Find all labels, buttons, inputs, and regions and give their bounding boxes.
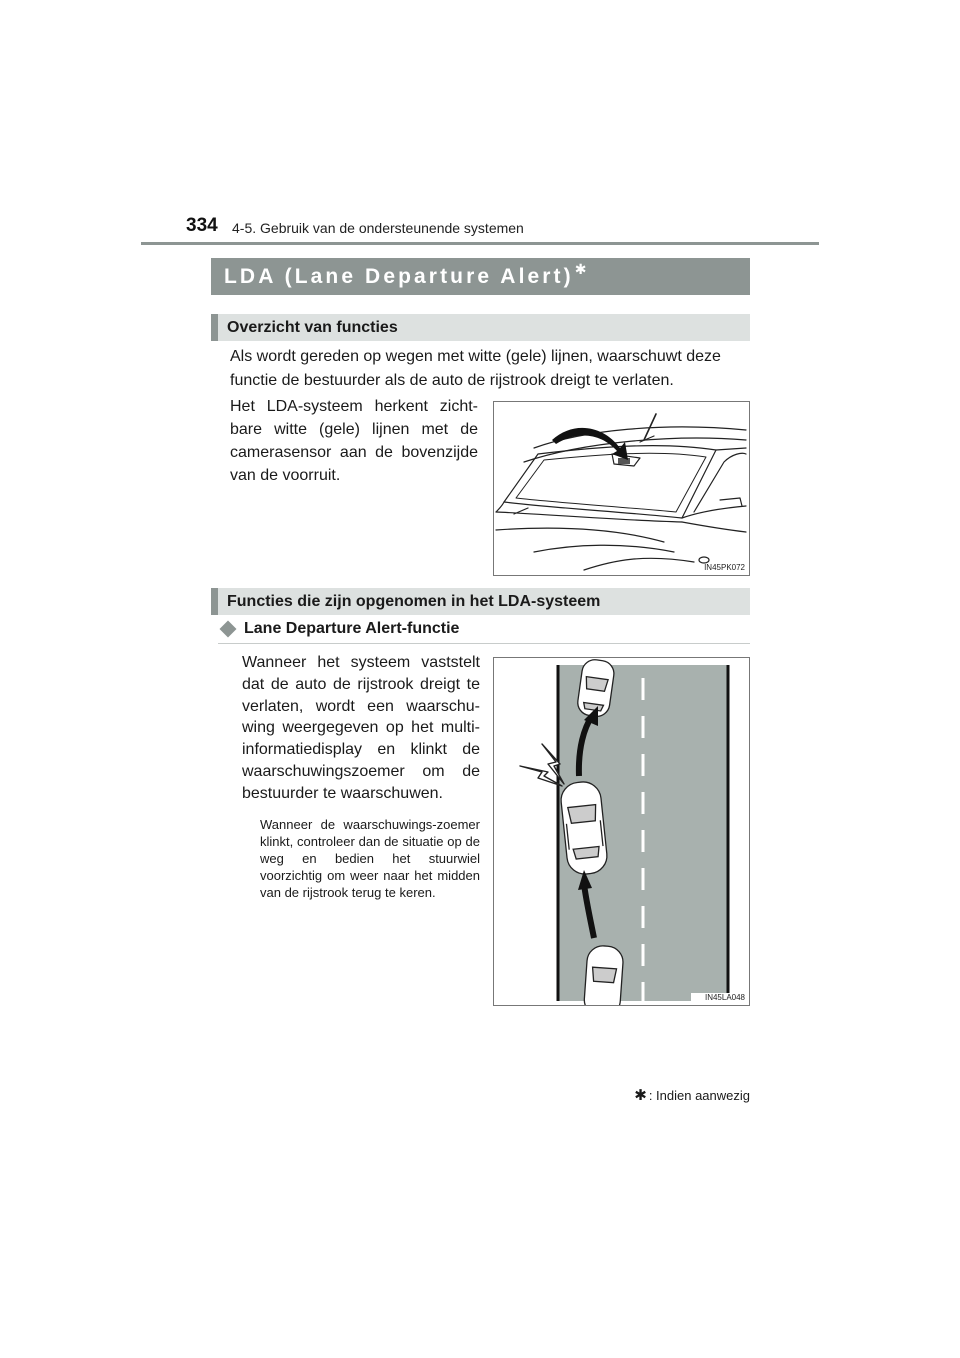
title-marker: ✱: [574, 260, 587, 277]
subheading-accent: [211, 314, 218, 341]
lane-figure-code: IN45LA048: [704, 993, 745, 1002]
overview-camera-text: Het LDA-systeem herkent zicht-bare witte (gele) lijnen met de camerasensor aan de bovenzijde van de voorruit.: [230, 398, 478, 484]
windshield-figure: [493, 401, 750, 576]
function-heading-rule: [218, 643, 750, 644]
page-title: LDA (Lane Departure Alert)✱: [224, 260, 587, 288]
page-number: 334: [186, 215, 218, 236]
header-rule: [141, 242, 819, 245]
lane-departure-figure: [493, 657, 750, 1006]
footnote-marker: ✱: [634, 1087, 647, 1104]
subheading-overview-label: Overzicht van functies: [227, 318, 398, 336]
windshield-illustration: [494, 402, 749, 575]
lda-function-note: Wanneer de waarschuwings-zoemer klinkt, controleer dan de situatie op de weg en bedien het stuurwiel voorzichtig om weer naar het midden van de rijstrook terug te keren.: [260, 817, 480, 900]
lda-function-title: Lane Departure Alert-functie: [244, 620, 460, 637]
section-heading: 4-5. Gebruik van de ondersteunende systemen: [232, 220, 524, 236]
lane-departure-illustration: [494, 658, 749, 1005]
subheading-functions: [211, 588, 750, 615]
subheading-functions-label: Functies die zijn opgenomen in het LDA-systeem: [227, 592, 601, 610]
subheading-accent: [211, 588, 218, 615]
footnote: [634, 1086, 750, 1104]
overview-intro: Als wordt gereden op wegen met witte (gele) lijnen, waarschuwt deze functie de bestuurder als de auto de rijstrook dreigt te verlaten.: [230, 348, 721, 389]
car-bottom-icon: [583, 945, 624, 1005]
windshield-figure-code: IN45PK072: [704, 563, 745, 572]
title-bar: [211, 258, 750, 295]
lda-function-heading: [222, 620, 459, 638]
subheading-overview: [211, 314, 750, 341]
lda-function-text: Wanneer het systeem vaststelt dat de auto de rijstrook dreigt te verlaten, wordt een waarschu-wing weergegeven op het multi-informatiedisplay en klinkt de waarschuwingszoemer om de bestuurder te waarschuwen.: [242, 654, 480, 802]
diamond-bullet-icon: [220, 621, 237, 638]
footnote-text: : Indien aanwezig: [648, 1087, 750, 1103]
